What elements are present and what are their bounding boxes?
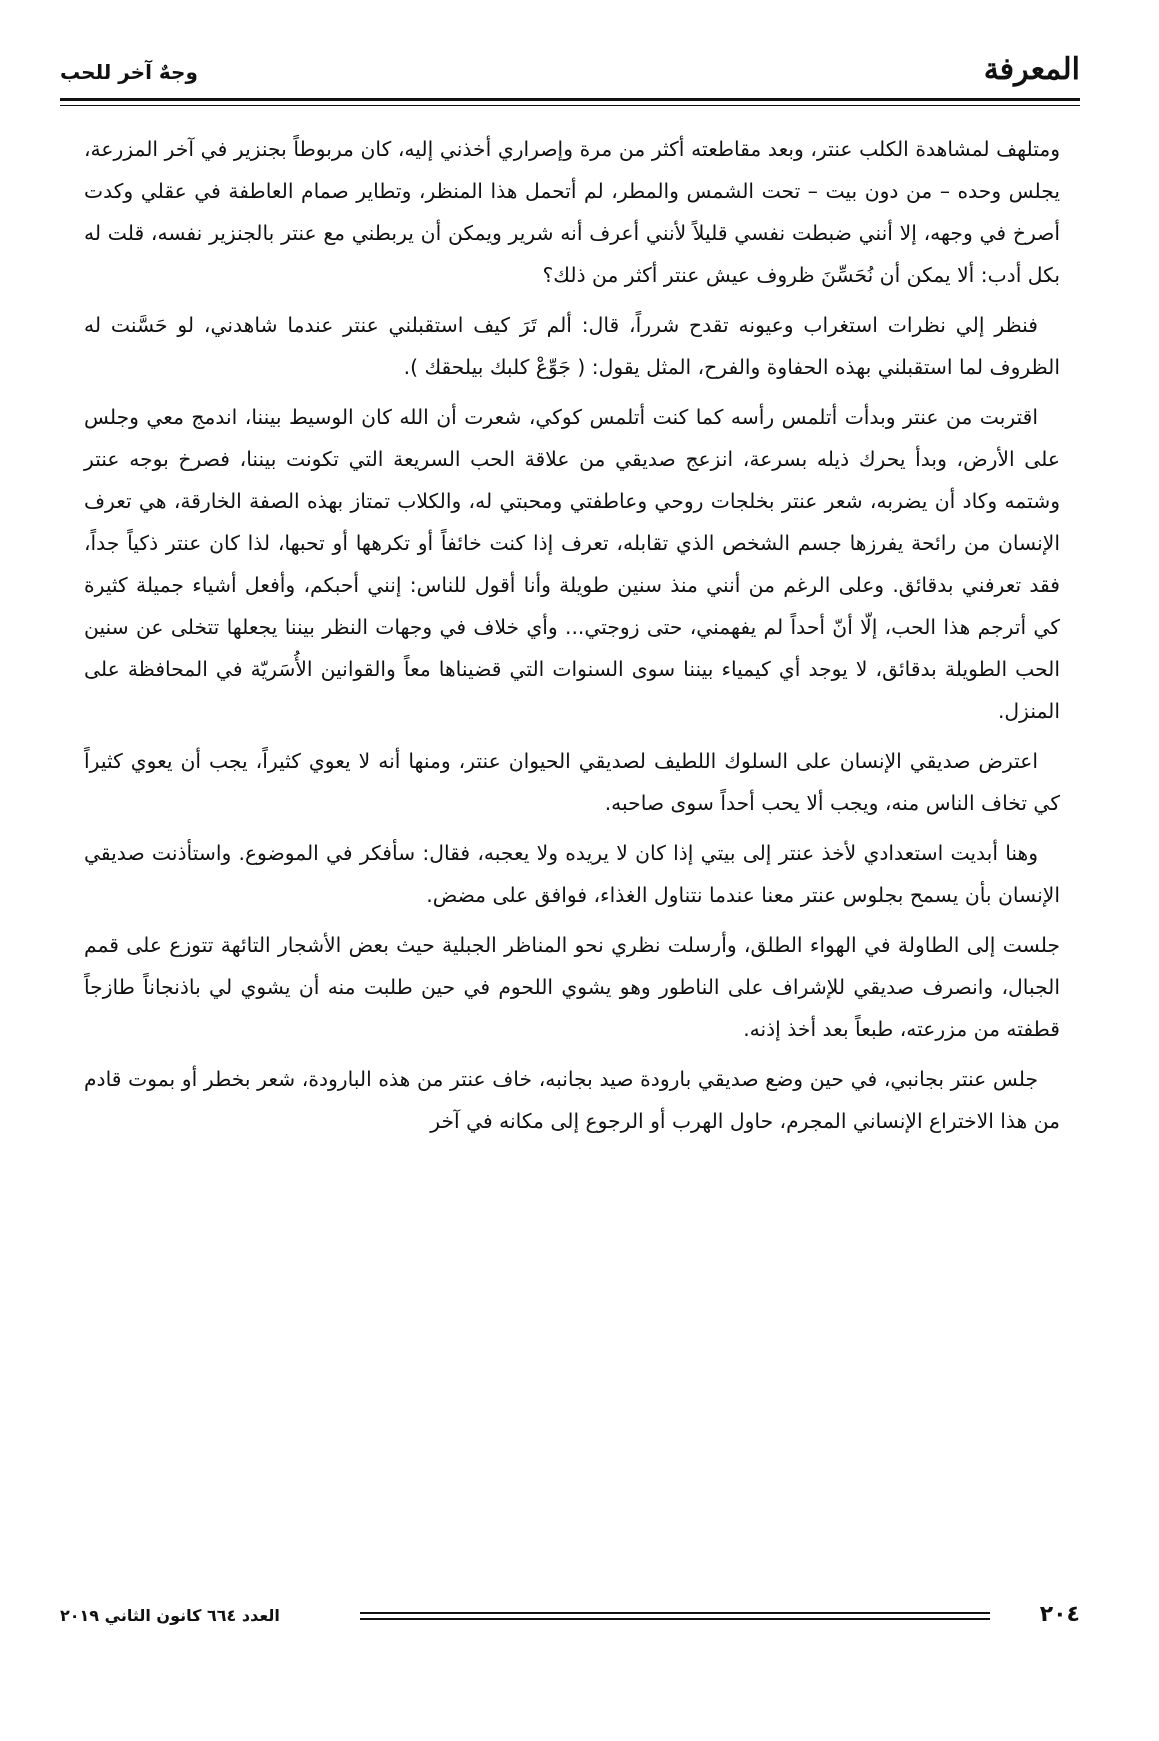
article-title: وجهٌ آخر للحب (60, 60, 198, 84)
paragraph: اقتربت من عنتر وبدأت أتلمس رأسه كما كنت أتلمس كوكي، شعرت أن الله كان الوسيط بيننا، اندمج معي وجلس على الأرض، وبدأ يحرك ذيله بسرعة، انزعج صديقي من علاقة الحب السريعة التي تكونت بيننا، فصرخ بوجه عنتر وشتمه وكاد أن يضربه، شعر عنتر بخلجات روحي وعاطفتي ومحبتي له، والكلاب تمتاز بهذه الصفة الخارقة، هي تعرف الإنسان من رائحة يفرزها جسم الشخص الذي تقابله، تعرف إذا كنت خائفاً أو تكرهها أو تحبها، لذا كان عنتر ذكياً جداً، فقد تعرفني بدقائق. وعلى الرغم من أنني منذ سنين طويلة وأنا أقول للناس: إنني أحبكم، وأفعل أشياء جميلة كثيرة كي أترجم هذا الحب، إلّا أنّ أحداً لم يفهمني، حتى زوجتي... وأي خلاف في وجهات النظر بيننا يجعلها تتخلى عن سنين الحب الطويلة بدقائق، لا يوجد أي كيمياء بيننا سوى السنوات التي قضيناها معاً والقوانين الأُسَريّة في المحافظة على المنزل. (84, 405, 1060, 723)
page-footer (60, 1600, 1080, 1640)
paragraph: جلست إلى الطاولة في الهواء الطلق، وأرسلت نظري نحو المناظر الجبلية حيث بعض الأشجار التائهة تتوزع على قمم الجبال، وانصرف صديقي للإشراف على الناطور وهو يشوي اللحوم في حين طلبت منه أن يشوي لي باذنجاناً طازجاً قطفته من مزرعته، طبعاً بعد أخذ إذنه. (84, 933, 1060, 1041)
paragraph: وهنا أبديت استعدادي لأخذ عنتر إلى بيتي إذا كان لا يريده ولا يعجبه، فقال: سأفكر في الموضوع. واستأذنت صديقي الإنسان بأن يسمح بجلوس عنتر معنا عندما نتناول الغذاء، فوافق على مضض. (84, 841, 1060, 907)
paragraph: اعترض صديقي الإنسان على السلوك اللطيف لصديقي الحيوان عنتر، ومنها أنه لا يعوي كثيراً، يجب أن يعوي كثيراً كي تخاف الناس منه، ويجب ألا يحب أحداً سوى صاحبه. (84, 749, 1060, 815)
page-number: ٢٠٤ (1039, 1602, 1080, 1627)
header-rule-thin (60, 105, 1080, 106)
issue-info: العدد ٦٦٤ كانون الثاني ٢٠١٩ (60, 1606, 280, 1625)
footer-divider (360, 1612, 990, 1622)
page-header (60, 48, 1080, 94)
paragraph: فنظر إلي نظرات استغراب وعيونه تقدح شرراً، قال: ألم تَرَ كيف استقبلني عنتر عندما شاهدني، لو حَسَّنت له الظروف لما استقبلني بهذه الحفاوة والفرح، المثل يقول: ( جَوِّعْ كلبك بيلحقك ). (84, 313, 1060, 379)
paragraph: جلس عنتر بجانبي، في حين وضع صديقي بارودة صيد بجانبه، خاف عنتر من هذه البارودة، شعر بخطر أو بموت قادم من هذا الاختراع الإنساني المجرم، حاول الهرب أو الرجوع إلى مكانه في آخر (84, 1067, 1060, 1133)
paragraph: ومتلهف لمشاهدة الكلب عنتر، وبعد مقاطعته أكثر من مرة وإصراري أخذني إليه، كان مربوطاً بجنزير في آخر المزرعة، يجلس وحده – من دون بيت – تحت الشمس والمطر، لم أتحمل هذا المنظر، وتطاير صمام العاطفة في عقلي وكدت أصرخ في وجهه، إلا أنني ضبطت نفسي قليلاً لأنني أعرف أنه شرير ويمكن أن يربطني مع عنتر بالجنزير نفسه، قلت له بكل أدب: ألا يمكن أن نُحَسِّنَ ظروف عيش عنتر أكثر من ذلك؟ (84, 137, 1060, 287)
journal-name: المعرفة (983, 52, 1080, 87)
header-rule-thick (60, 98, 1080, 101)
article-body (84, 128, 1060, 1150)
